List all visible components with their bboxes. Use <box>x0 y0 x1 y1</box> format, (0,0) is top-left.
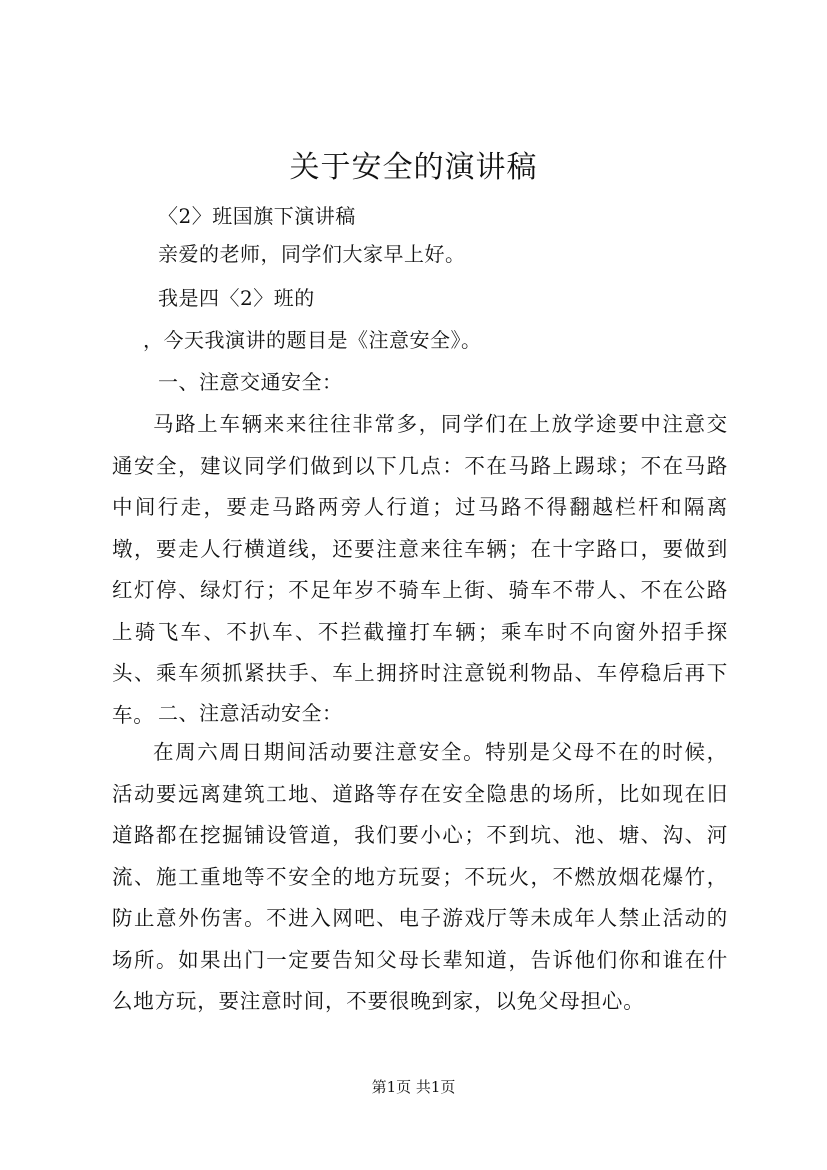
greeting-line: 亲爱的老师，同学们大家早上好。 <box>158 242 466 266</box>
topic-line: ，今天我演讲的题目是《注意安全》。 <box>143 328 482 352</box>
intro-line: 我是四〈2〉班的 <box>158 286 315 310</box>
traffic-safety-paragraph: 马路上车辆来来往往非常多，同学们在上放学途要中注意交通安全，建议同学们做到以下几点：不在马路上踢球；不在马路中间行走，要走马路两旁人行道；过马路不得翻越栏杆和隔离墩，要走人行横道线，还要注意来往车辆；在十字路口，要做到红灯停、绿灯行；不足年岁不骑车上街、骑车不带人、不在公路上骑飞车、不扒车、不拦截撞打车辆；乘车时不向窗外招手探头、乘车须抓紧扶手、车上拥挤时注意锐利物品、车停稳后再下车。 <box>112 412 728 727</box>
section-heading-traffic: 一、注意交通安全： <box>158 370 343 394</box>
document-title: 关于安全的演讲稿 <box>289 150 538 185</box>
page-footer: 第1页 共1页 <box>371 1078 456 1096</box>
section-heading-activity: 二、注意活动安全： <box>158 701 343 725</box>
activity-safety-paragraph: 在周六周日期间活动要注意安全。特别是父母不在的时候，活动要远离建筑工地、道路等存在安全隐患的场所，比如现在旧道路都在挖掘铺设管道，我们要小心；不到坑、池、塘、沟、河流、施工重地等不安全的地方玩耍；不玩火，不燃放烟花爆竹，防止意外伤害。不进入网吧、电子游戏厅等未成年人禁止活动的场所。如果出门一定要告知父母长辈知道，告诉他们你和谁在什么地方玩，要注意时间，不要很晚到家，以免父母担心。 <box>112 740 728 1013</box>
subtitle-line: 〈2〉班国旗下演讲稿 <box>158 204 356 228</box>
